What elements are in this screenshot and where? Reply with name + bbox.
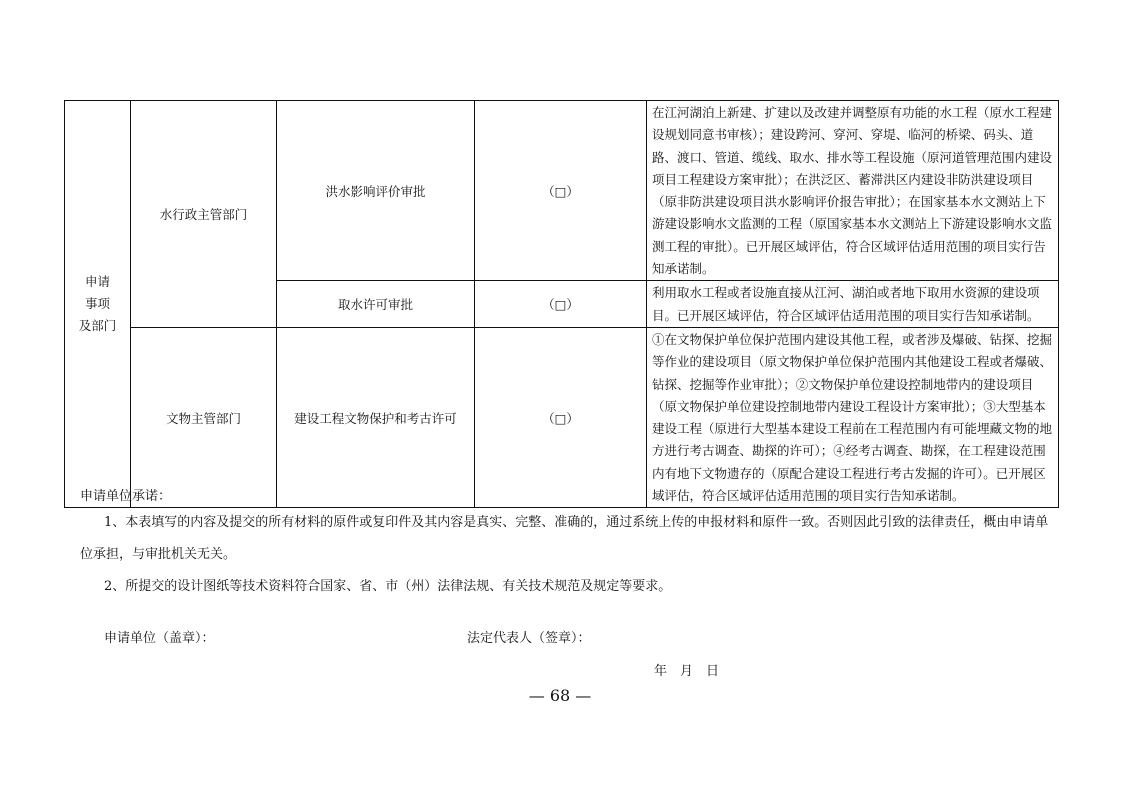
table-row xyxy=(65,327,1059,507)
commitment-item-2: 2、所提交的设计图纸等技术资料符合国家、省、市（州）法律法规、有关技术规范及规定等要求。 xyxy=(104,579,672,594)
department-cell: 水行政主管部门 xyxy=(131,101,277,328)
page-number: — 68 — xyxy=(528,686,592,705)
checkbox-mark-cell[interactable]: （□） xyxy=(475,327,647,507)
item-name-cell: 洪水影响评价审批 xyxy=(277,101,475,281)
category-label-line-1: 申请 xyxy=(84,274,110,290)
checkbox-mark-cell[interactable]: （□） xyxy=(475,281,647,328)
category-label-line-2: 事项 xyxy=(84,296,110,312)
item-name-cell: 建设工程文物保护和考古许可 xyxy=(277,327,475,507)
category-label-line-3: 及部门 xyxy=(78,318,117,334)
legal-representative-label: 法定代表人（签章）： xyxy=(467,631,591,646)
commitment-title: 申请单位承诺： xyxy=(80,489,172,504)
item-description-cell: 在江河湖泊上新建、扩建以及改建并调整原有功能的水工程（原水工程建设规划同意书审核）；建设跨河、穿河、穿堤、临河的桥梁、码头、道路、渡口、管道、缆线、取水、排水等工程设施（原河道管理范围内建设项目工程建设方案审批）；在洪泛区、蓄滞洪区内建设非防洪建设项目（原非防洪建设项目洪水影响评价报告审批）；在国家基本水文测站上下游建设影响水文监测的工程（原国家基本水文测站上下游建设影响水文监测工程的审批）。已开展区域评估，符合区域评估适用范围的项目实行告知承诺制。 xyxy=(647,101,1059,281)
item-name-cell: 取水许可审批 xyxy=(277,281,475,328)
category-cell xyxy=(65,101,131,508)
department-cell: 文物主管部门 xyxy=(131,327,277,507)
approval-items-table xyxy=(64,100,1059,508)
checkbox-mark-cell[interactable]: （□） xyxy=(475,101,647,281)
item-description-cell: 利用取水工程或者设施直接从江河、湖泊或者地下取用水资源的建设项目。已开展区域评估，符合区域评估适用范围的项目实行告知承诺制。 xyxy=(647,281,1059,328)
applicant-seal-label: 申请单位（盖章）： xyxy=(104,631,215,646)
item-description-cell: ①在文物保护单位保护范围内建设其他工程，或者涉及爆破、钻探、挖掘等作业的建设项目（原文物保护单位保护范围内其他建设工程或者爆破、钻探、挖掘等作业审批）；②文物保护单位建设控制地带内的建设项目（原文物保护单位建设控制地带内建设工程设计方案审批）；③大型基本建设工程（原进行大型基本建设工程前在工程范围内有可能埋藏文物的地方进行考古调查、勘探的许可）；④经考古调查、勘探，在工程建设范围内有地下文物遗存的（原配合建设工程进行考古发掘的许可）。已开展区域评估，符合区域评估适用范围的项目实行告知承诺制。 xyxy=(647,327,1059,507)
commitment-item-1: 1、本表填写的内容及提交的所有材料的原件或复印件及其内容是真实、完整、准确的，通过系统上传的申报材料和原件一致。否则因此引致的法律责任，概由申请单位承担，与审批机关无关。 xyxy=(80,515,1049,562)
table-row xyxy=(65,101,1059,281)
date-label: 年 月 日 xyxy=(654,664,720,679)
